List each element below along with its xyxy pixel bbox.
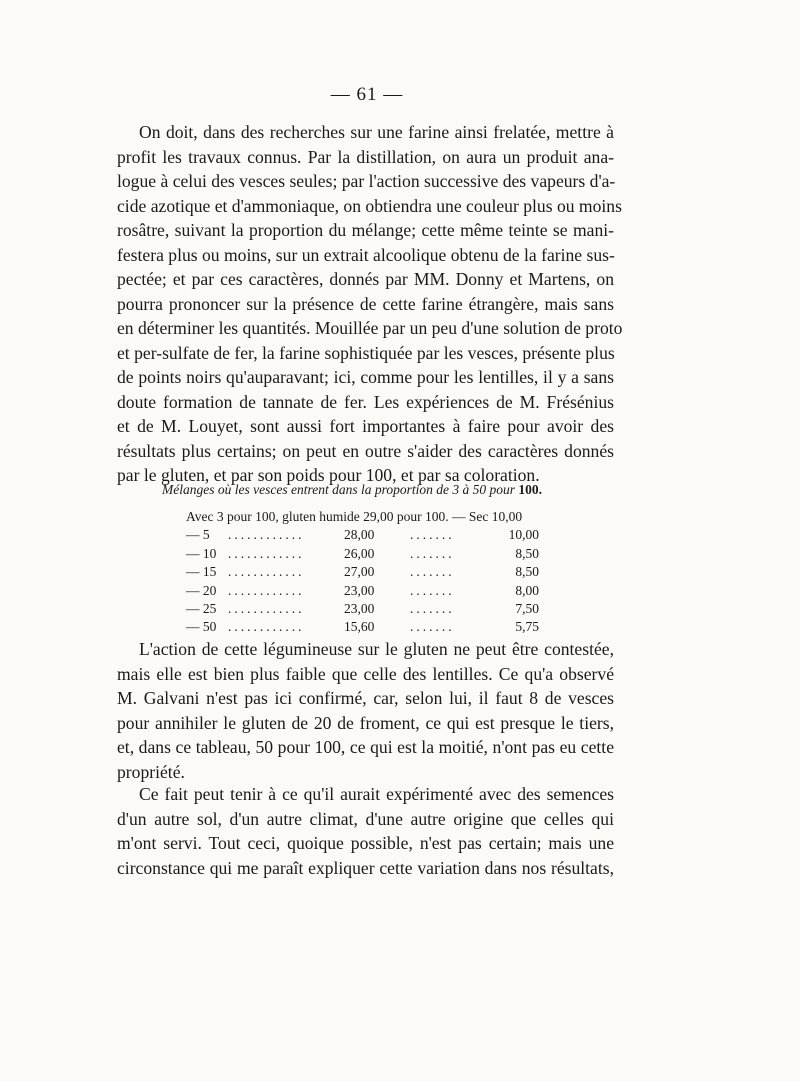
text-line: mais elle est bien plus faible que celle des lentilles. Ce qu'a observé: [117, 663, 614, 684]
row-sec: 8,50: [515, 564, 539, 580]
text-line: pour annihiler le gluten de 20 de froment, ce qui est presque le tiers,: [117, 712, 614, 733]
leader-dots: ............: [228, 527, 305, 543]
row-sec: 10,00: [508, 527, 539, 543]
leader-dots: .......: [410, 545, 455, 561]
leader-dots: .......: [410, 564, 455, 580]
row-label: — 25: [186, 600, 217, 616]
text-line: pectée; et par ces caractères, donnés par MM. Donny et Martens, on: [117, 269, 614, 289]
row-humid: 27,00: [344, 564, 375, 580]
text-line: festera plus ou moins, sur un extrait alcoolique obtenu de la farine sus-: [117, 244, 615, 265]
gluten-table: [186, 508, 566, 637]
table-row: [186, 600, 566, 618]
text-line: M. Galvani n'est pas ici confirmé, car, selon lui, il faut 8 de vesces: [117, 688, 614, 708]
leader-dots: ............: [228, 582, 305, 598]
table-title-text: Mélanges où les vesces entrent dans la proportion de: [162, 482, 453, 497]
table-row: [186, 545, 566, 563]
table-title-pour: pour: [486, 482, 519, 497]
text-line: propriété.: [117, 761, 185, 782]
row-label: — 10: [186, 545, 217, 561]
table-title-end: 100.: [518, 482, 542, 497]
row-humid: 26,00: [344, 545, 375, 561]
row-sec: 8,50: [515, 545, 539, 561]
leader-dots: .......: [410, 600, 455, 616]
paragraph-2: [117, 637, 614, 784]
leader-dots: ............: [228, 619, 305, 635]
paragraph-1: [117, 120, 623, 488]
row-label: — 20: [186, 582, 217, 598]
table-header-text: Avec 3 pour 100, gluten humide 29,00 pour 100. — Sec 10,00: [186, 509, 523, 524]
text-line: par le gluten, et par son poids pour 100, et par sa coloration.: [117, 465, 540, 485]
text-line: L'action de cette légumineuse sur le gluten ne peut être contestée,: [139, 639, 614, 659]
text-line: profit les travaux connus. Par la distillation, on aura un produit ana-: [117, 146, 614, 167]
text-line: On doit, dans des recherches sur une farine ainsi frelatée, mettre à: [139, 122, 614, 142]
table-row: [186, 618, 566, 636]
row-humid: 23,00: [344, 600, 375, 616]
text-line: en déterminer les quantités. Mouillée par un peu d'une solution de proto: [117, 318, 623, 338]
row-sec: 7,50: [515, 600, 539, 616]
table-title: [162, 482, 572, 498]
table-title-range: 3 à 50: [452, 482, 487, 497]
page-number: — 61 —: [330, 84, 404, 105]
table-row: [186, 582, 566, 600]
text-line: pourra prononcer sur la présence de cette farine étrangère, mais sans: [117, 293, 614, 314]
leader-dots: .......: [410, 619, 455, 635]
row-label: — 15: [186, 564, 217, 580]
text-line: rosâtre, suivant la proportion du mélange; cette même teinte se mani-: [117, 220, 614, 240]
text-line: et per-sulfate de fer, la farine sophistiquée par les vesces, présente plus: [117, 342, 615, 363]
leader-dots: ............: [228, 545, 305, 561]
table-row: [186, 526, 566, 544]
text-line: doute formation de tannate de fer. Les expériences de M. Frésénius: [117, 391, 614, 412]
leader-dots: ............: [228, 600, 305, 616]
table-header-row: [186, 508, 566, 526]
row-humid: 28,00: [344, 527, 375, 543]
text-line: et, dans ce tableau, 50 pour 100, ce qui est la moitié, n'ont pas eu cette: [117, 737, 614, 757]
row-humid: 23,00: [344, 582, 375, 598]
table-row: [186, 563, 566, 581]
text-line: de points noirs qu'auparavant; ici, comme pour les lentilles, il y a sans: [117, 367, 614, 387]
leader-dots: .......: [410, 582, 455, 598]
paragraph-3: [117, 782, 614, 880]
row-label: — 5: [186, 527, 210, 543]
text-line: cide azotique et d'ammoniaque, on obtiendra une couleur plus ou moins: [117, 195, 622, 216]
text-line: circonstance qui me paraît expliquer cette variation dans nos résultats,: [117, 857, 614, 878]
row-sec: 8,00: [515, 582, 539, 598]
text-line: résultats plus certains; on peut en outre s'aider des caractères donnés: [117, 440, 614, 461]
text-line: et de M. Louyet, sont aussi fort importantes à faire pour avoir des: [117, 416, 614, 436]
row-label: — 50: [186, 619, 217, 635]
row-sec: 5,75: [515, 619, 539, 635]
text-line: logue à celui des vesces seules; par l'action successive des vapeurs d'a-: [117, 171, 616, 191]
leader-dots: .......: [410, 527, 455, 543]
row-humid: 15,60: [344, 619, 375, 635]
leader-dots: ............: [228, 564, 305, 580]
text-line: m'ont servi. Tout ceci, quoique possible, n'est pas certain; mais une: [117, 833, 614, 853]
text-line: d'un autre sol, d'un autre climat, d'une autre origine que celles qui: [117, 808, 614, 829]
text-line: Ce fait peut tenir à ce qu'il aurait expérimenté avec des semences: [139, 784, 614, 804]
